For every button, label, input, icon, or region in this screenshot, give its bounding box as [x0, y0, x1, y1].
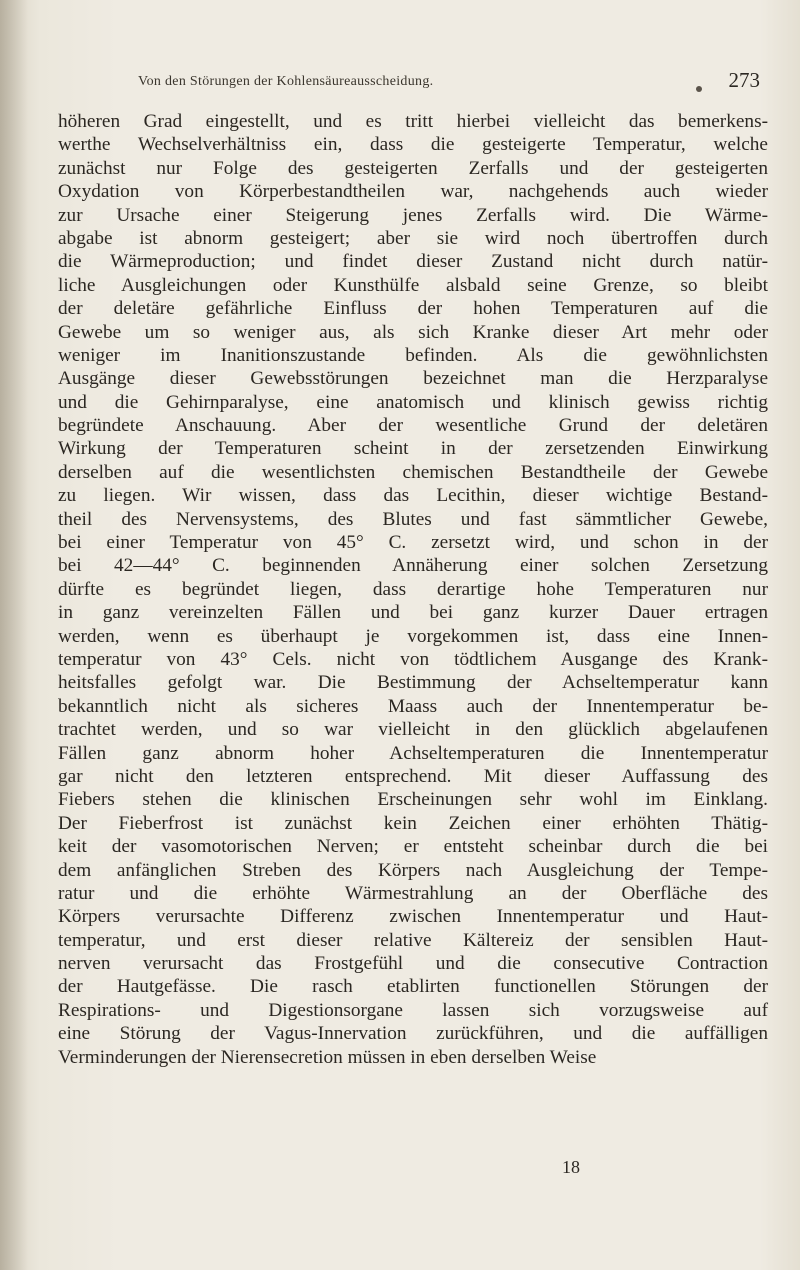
text-line: der Hautgefässe. Die rasch etablirten functionellen Störungen der [58, 976, 768, 998]
text-line: begründete Anschauung. Aber der wesentliche Grund der deletären [58, 415, 768, 437]
text-line: und die Gehirnparalyse, eine anatomisch und klinisch gewiss richtig [58, 391, 768, 413]
text-line: dem anfänglichen Streben des Körpers nach Ausgleichung der Tempe- [58, 859, 768, 881]
text-line: zur Ursache einer Steigerung jenes Zerfalls wird. Die Wärme- [58, 204, 768, 226]
text-line: bei 42—44° C. beginnenden Annäherung einer solchen Zersetzung [58, 555, 768, 577]
text-line: Körpers verursachte Differenz zwischen Innentemperatur und Haut- [58, 906, 768, 928]
printer-signature: 18 [562, 1157, 580, 1177]
text-line: Oxydation von Körperbestandtheilen war, nachgehends auch wieder [58, 181, 768, 203]
text-line: die Wärmeproduction; und findet dieser Zustand nicht durch natür- [58, 251, 768, 273]
ink-dot [696, 86, 702, 92]
page-header [60, 68, 760, 98]
text-line: trachtet werden, und so war vielleicht in den glücklich abgelaufenen [58, 719, 768, 741]
text-line: Respirations- und Digestionsorgane lassen sich vorzugsweise auf [58, 999, 768, 1021]
text-line: temperatur von 43° Cels. nicht von tödtlichem Ausgange des Krank- [58, 648, 768, 670]
text-line: Fällen ganz abnorm hoher Achseltemperaturen die Innentemperatur [58, 742, 768, 764]
text-line: derselben auf die wesentlichsten chemischen Bestandtheile der Gewebe [58, 461, 768, 483]
text-line: gar nicht den letzteren entsprechend. Mit dieser Auffassung des [58, 765, 768, 787]
text-line: liche Ausgleichungen oder Kunsthülfe alsbald seine Grenze, so bleibt [58, 274, 768, 296]
text-line: Gewebe um so weniger aus, als sich Kranke dieser Art mehr oder [58, 321, 768, 343]
text-line: theil des Nervensystems, des Blutes und fast sämmtlicher Gewebe, [58, 508, 768, 530]
text-line: abgabe ist abnorm gesteigert; aber sie wird noch übertroffen durch [58, 227, 768, 249]
running-head: Von den Störungen der Kohlensäureausscheidung. [138, 74, 434, 89]
text-line: werden, wenn es überhaupt je vorgekommen ist, dass eine Innen- [58, 625, 768, 647]
text-line: Verminderungen der Nierensecretion müssen in eben derselben Weise [58, 1046, 597, 1068]
text-line: bei einer Temperatur von 45° C. zersetzt wird, und schon in der [58, 532, 768, 554]
text-line: Ausgänge dieser Gewebsstörungen bezeichnet man die Herzparalyse [58, 368, 768, 390]
text-line: heitsfalles gefolgt war. Die Bestimmung der Achseltemperatur kann [58, 672, 768, 694]
text-line: in ganz vereinzelten Fällen und bei ganz kurzer Dauer ertragen [58, 602, 768, 624]
text-line: zunächst nur Folge des gesteigerten Zerfalls und der gesteigerten [58, 157, 768, 179]
text-line: der deletäre gefährliche Einfluss der hohen Temperaturen auf die [58, 298, 768, 320]
text-line: Wirkung der Temperaturen scheint in der zersetzenden Einwirkung [58, 438, 768, 460]
text-line: Fiebers stehen die klinischen Erscheinungen sehr wohl im Einklang. [58, 789, 768, 811]
text-line: dürfte es begründet liegen, dass derartige hohe Temperaturen nur [58, 578, 768, 600]
text-line: eine Störung der Vagus-Innervation zurückführen, und die auffälligen [58, 1023, 768, 1045]
text-line: keit der vasomotorischen Nerven; er entsteht scheinbar durch die bei [58, 836, 768, 858]
text-line: weniger im Inanitionszustande befinden. Als die gewöhnlichsten [58, 344, 768, 366]
text-line: Der Fieberfrost ist zunächst kein Zeichen einer erhöhten Thätig- [58, 812, 768, 834]
text-line: höheren Grad eingestellt, und es tritt hierbei vielleicht das bemerkens- [58, 111, 768, 132]
text-line: temperatur, und erst dieser relative Kältereiz der sensiblen Haut- [58, 929, 768, 951]
text-line: zu liegen. Wir wissen, dass das Lecithin, dieser wichtige Bestand- [58, 485, 768, 507]
text-line: bekanntlich nicht als sicheres Maass auch der Innentemperatur be- [58, 695, 768, 717]
page-number: 273 [728, 68, 760, 92]
text-line: ratur und die erhöhte Wärmestrahlung an der Oberfläche des [58, 882, 768, 904]
body-text [58, 110, 768, 1069]
text-line: werthe Wechselverhältniss ein, dass die gesteigerte Temperatur, welche [58, 134, 768, 156]
text-line: nerven verursacht das Frostgefühl und die consecutive Contraction [58, 953, 768, 975]
gutter-shadow [0, 0, 28, 1270]
